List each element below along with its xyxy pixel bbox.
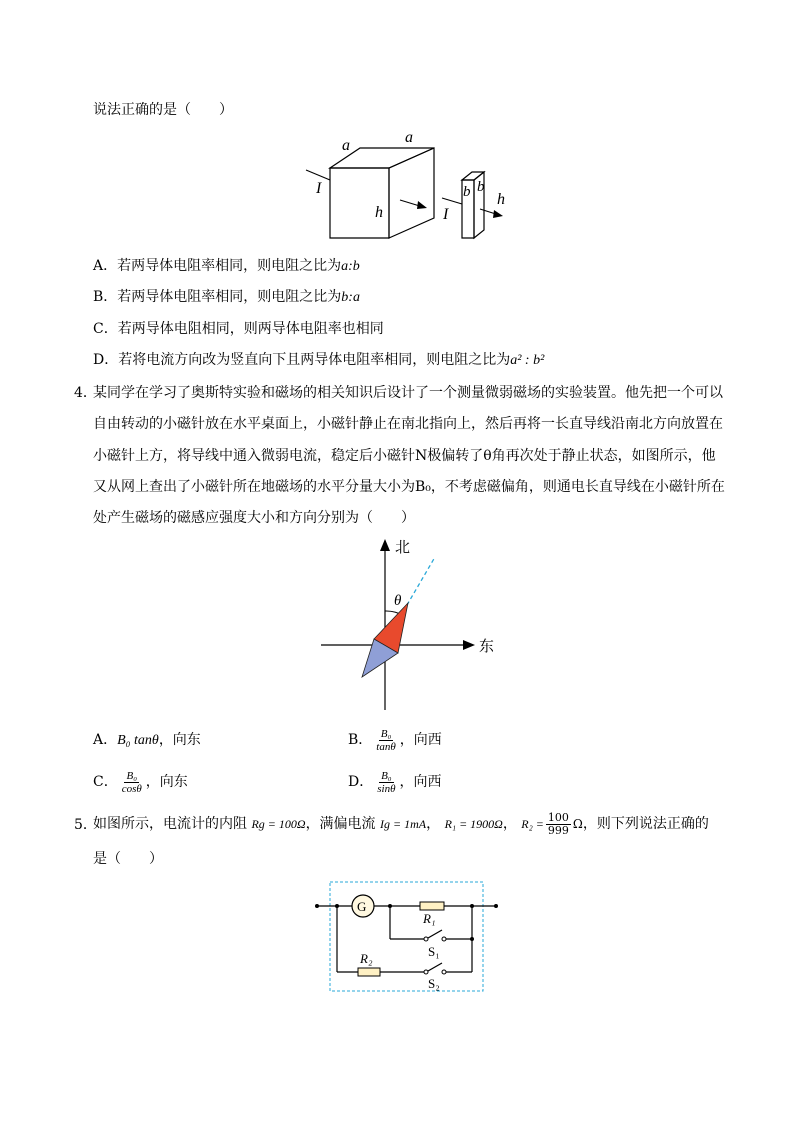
S2-label: S₂ (428, 976, 440, 991)
R2-label: R₂ (360, 951, 373, 966)
G-label: G (357, 899, 367, 914)
S1-label: S₁ (428, 944, 440, 959)
label-I-1: I (316, 180, 322, 197)
q3-option-c[interactable]: C．若两导体电阻相同，则两导体电阻率也相同 (93, 321, 384, 337)
label-a-2: a (405, 130, 413, 146)
q3-option-b[interactable]: B．若两导体电阻率相同，则电阻之比为b:a (93, 289, 360, 305)
q4-line-2: 自由转动的小磁针放在水平桌面上，小磁针静止在南北指向上，然后再将一长直导线沿南北方向放置在 (93, 416, 723, 432)
north-label: 北 (395, 540, 411, 556)
q4-number: 4． (74, 385, 97, 401)
label-b-1: b (463, 184, 471, 200)
q3-stem-tail: 说法正确的是（ ） (93, 102, 233, 118)
q4-option-a[interactable]: A．B₀ tanθ，向东 (93, 732, 201, 748)
q5-number: 5． (74, 817, 97, 833)
q5-line-2: 是（ ） (93, 851, 163, 867)
label-h-2: h (497, 191, 505, 208)
label-I-2: I (443, 206, 449, 223)
q4-option-d[interactable]: D． $\frac{\text{B₀}}{\sin\theta}$ ，向西 (348, 769, 442, 795)
q4-option-b[interactable]: B． $\frac{\text{B₀}}{\tan\theta}$ ，向西 (348, 727, 442, 753)
q4-line-3: 小磁针上方，将导线中通入微弱电流，稳定后小磁针N极偏转了θ角再次处于静止状态，如图所示，他 (93, 448, 716, 464)
q4-option-c[interactable]: C． $\frac{\text{B₀}}{\cos\theta}$ ，向东 (93, 769, 188, 795)
q3-conductors-figure (302, 130, 522, 240)
q5-line-1: 如图所示，电流计的内阻 Rg = 100Ω，满偏电流 Ig = 1mA， R₁ = 1900Ω， R₂ = $\frac{100}{999}$ Ω，则下列说法正确的 (93, 810, 709, 837)
label-a-1: a (342, 137, 350, 154)
circuit-figure (310, 880, 510, 1000)
q3-option-d[interactable]: D．若将电流方向改为竖直向下且两导体电阻率相同，则电阻之比为a² : b² (93, 352, 545, 368)
label-h-1: h (375, 204, 383, 221)
label-b-2: b (477, 179, 485, 195)
east-label: 东 (479, 639, 495, 655)
R1-label: R₁ (423, 911, 436, 926)
compass-needle-figure (315, 535, 515, 715)
q4-line-5: 处产生磁场的磁感应强度大小和方向分别为（ ） (93, 510, 415, 526)
q3-option-a[interactable]: A．若两导体电阻率相同，则电阻之比为a:b (93, 258, 360, 274)
q4-line-4: 又从网上查出了小磁针所在地磁场的水平分量大小为B₀，不考虑磁偏角，则通电长直导线在小磁针所在 (93, 479, 725, 495)
q4-line-1: 某同学在学习了奥斯特实验和磁场的相关知识后设计了一个测量微弱磁场的实验装置。他先把一个可以 (93, 385, 723, 401)
theta-label: θ (394, 593, 402, 609)
